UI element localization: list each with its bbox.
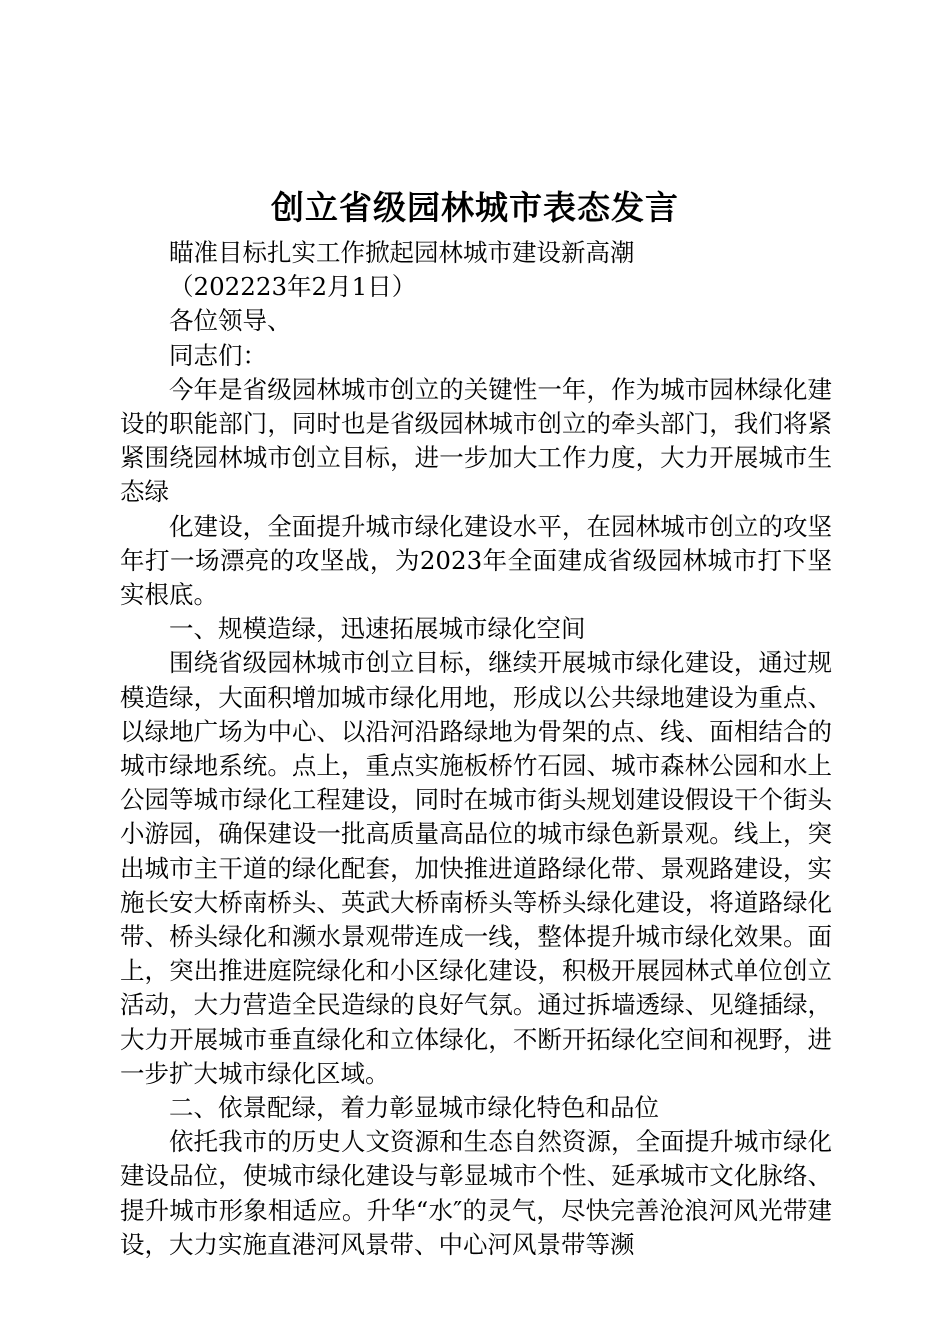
speech-date: （202223年2月1日） xyxy=(169,272,417,302)
body-paragraph: 依托我市的历史人文资源和生态自然资源，全面提升城市绿化建设品位，使城市绿化建设与彰显城市个性、延承城市文化脉络、提升城市形象相适应。升华“水″的灵气，尽快完善沧浪河风光带建设，大力实施直港河风景带、中心河风景带等濒 xyxy=(120,1127,832,1259)
section-heading: 二、依景配绿，着力彰显城市绿化特色和品位 xyxy=(169,1093,659,1123)
salutation-leaders: 各位领导、 xyxy=(169,306,292,336)
document-title: 创立省级园林城市表态发言 xyxy=(271,188,679,227)
speech-subtitle: 瞄准目标扎实工作掀起园林城市建设新高潮 xyxy=(169,238,635,267)
section-heading: 一、规模造绿，迅速拓展城市绿化空间 xyxy=(169,614,586,644)
body-paragraph: 化建设，全面提升城市绿化建设水平，在园林城市创立的攻坚年打一场漂亮的攻坚战，为2023年全面建成省级园林城市打下坚实根底。 xyxy=(120,511,832,610)
salutation-comrades: 同志们： xyxy=(169,340,267,370)
document-body xyxy=(120,236,832,1262)
body-paragraph: 围绕省级园林城市创立目标，继续开展城市绿化建设，通过规模造绿，大面积增加城市绿化用地，形成以公共绿地建设为重点、以绿地广场为中心、以沿河沿路绿地为骨架的点、线、面相结合的城市绿地系统。点上，重点实施板桥竹石园、城市森林公园和水上公园等城市绿化工程建设，同时在城市街头规划建设假设干个街头小游园，确保建设一批高质量高品位的城市绿色新景观。线上，突出城市主干道的绿化配套，加快推进道路绿化带、景观路建设，实施长安大桥南桥头、英武大桥南桥头等桥头绿化建设，将道路绿化带、桥头绿化和濒水景观带连成一线，整体提升城市绿化效果。面上，突出推进庭院绿化和小区绿化建设，积极开展园林式单位创立活动，大力营造全民造绿的良好气氛。通过拆墙透绿、见缝插绿，大力开展城市垂直绿化和立体绿化，不断开拓绿化空间和视野，进一步扩大城市绿化区域。 xyxy=(120,648,832,1088)
body-paragraph: 今年是省级园林城市创立的关键性一年，作为城市园林绿化建设的职能部门，同时也是省级园林城市创立的牵头部门，我们将紧紧围绕园林城市创立目标，进一步加大工作力度，大力开展城市生态绿 xyxy=(120,374,832,507)
